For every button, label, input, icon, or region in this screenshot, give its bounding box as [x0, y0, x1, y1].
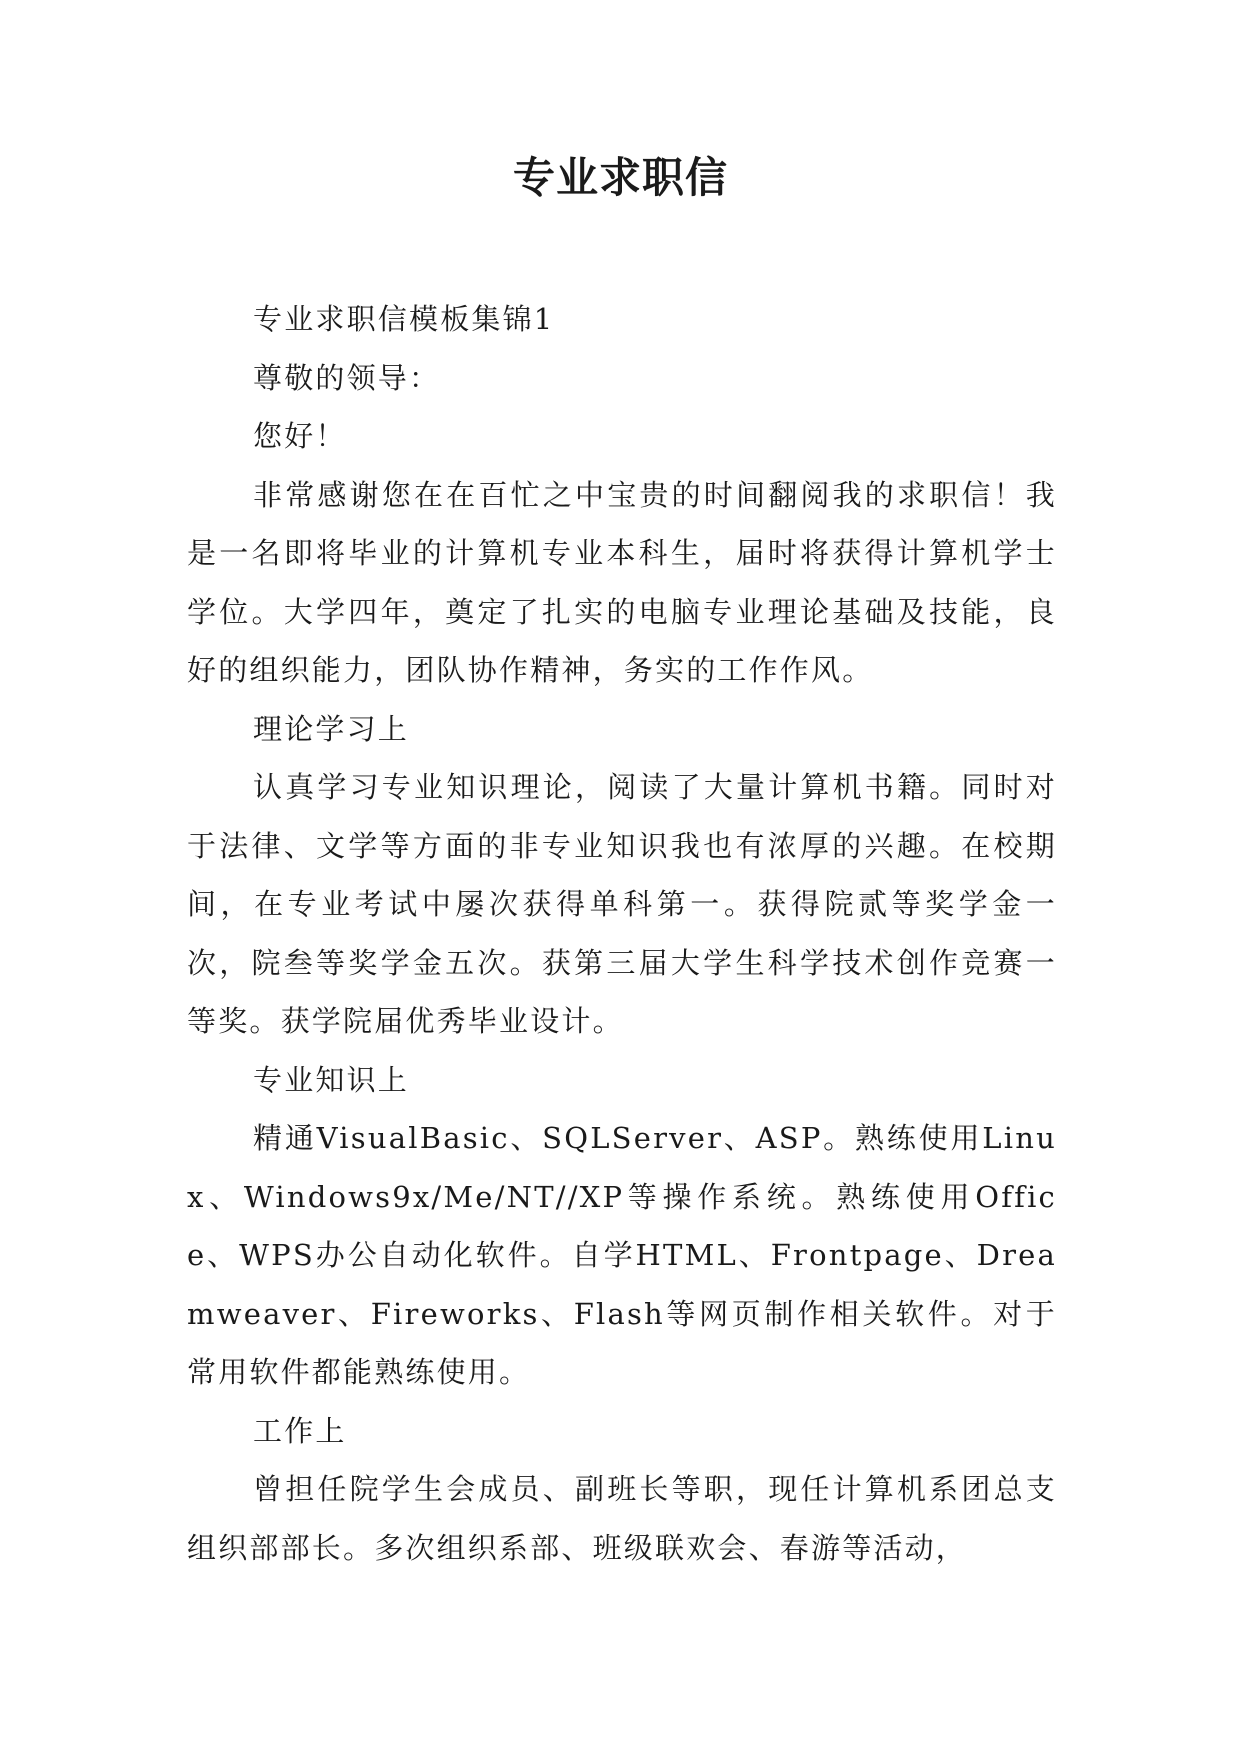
- section-heading-knowledge: 专业知识上: [253, 1062, 410, 1097]
- document-title: 专业求职信: [512, 153, 728, 202]
- subtitle-line: 专业求职信模板集锦1: [253, 302, 555, 336]
- knowledge-paragraph: 精通VisualBasic、SQLServer、ASP。熟练使用Linux、Windows9x/Me/NT//XP等操作系统。熟练使用Office、WPS办公自动化软件。自学HTML、Frontpage、Dreamweaver、Fireworks、Flash等网页制作相关软件。对于常用软件都能熟练使用。: [187, 1121, 1057, 1389]
- document-body: [187, 290, 1057, 1577]
- greeting: 您好！: [253, 419, 347, 453]
- salutation: 尊敬的领导：: [253, 360, 441, 395]
- work-paragraph: 曾担任院学生会成员、副班长等职，现任计算机系团总支组织部部长。多次组织系部、班级联欢会、春游等活动，: [187, 1472, 1057, 1565]
- section-heading-work: 工作上: [253, 1413, 347, 1448]
- theory-paragraph: 认真学习专业知识理论，阅读了大量计算机书籍。同时对于法律、文学等方面的非专业知识我也有浓厚的兴趣。在校期间，在专业考试中屡次获得单科第一。获得院贰等奖学金一次，院叁等奖学金五次。获第三届大学生科学技术创作竞赛一等奖。获学院届优秀毕业设计。: [187, 770, 1057, 1038]
- section-heading-theory: 理论学习上: [253, 711, 410, 746]
- intro-paragraph: 非常感谢您在在百忙之中宝贵的时间翻阅我的求职信！我是一名即将毕业的计算机专业本科生，届时将获得计算机学士学位。大学四年，奠定了扎实的电脑专业理论基础及技能，良好的组织能力，团队协作精神，务实的工作作风。: [187, 477, 1057, 687]
